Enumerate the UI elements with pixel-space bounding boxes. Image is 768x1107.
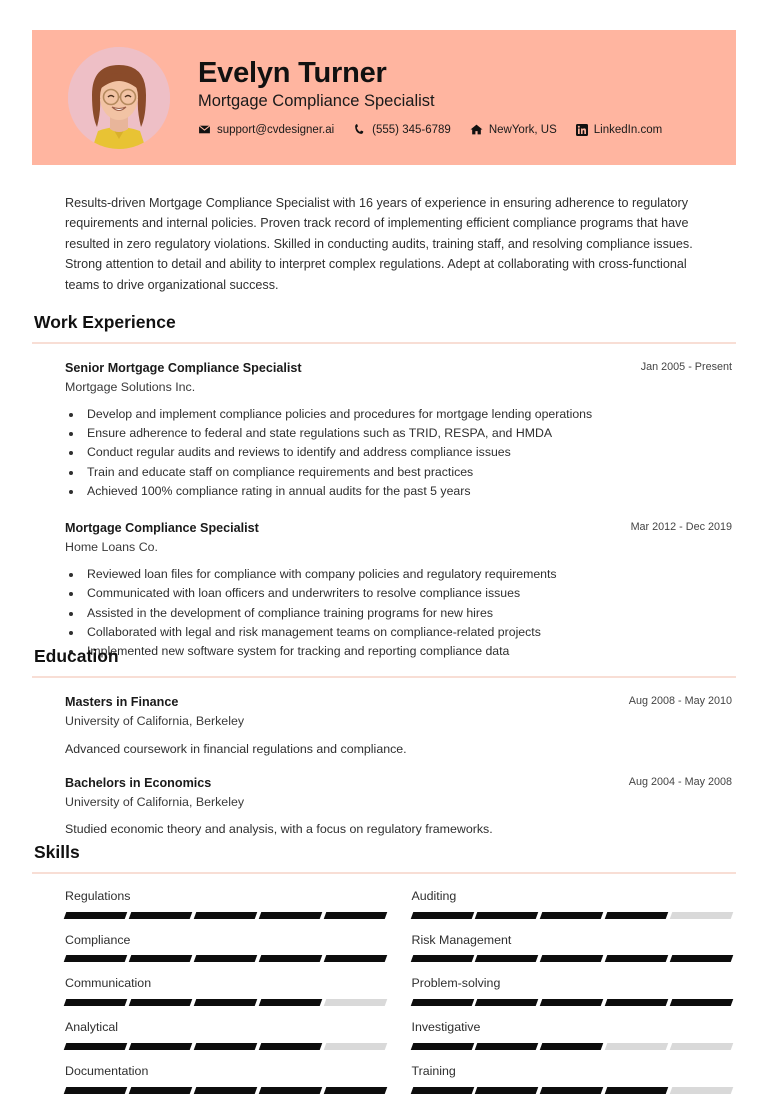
skill-rating-segment xyxy=(670,999,733,1006)
skill-rating-segment xyxy=(475,955,538,962)
skill-rating-segment xyxy=(475,999,538,1006)
candidate-name: Evelyn Turner xyxy=(198,56,387,89)
education-date: Aug 2008 - May 2010 xyxy=(628,695,732,707)
work-bullet: • Develop and implement compliance policies and procedures for mortgage lending operations xyxy=(83,405,732,424)
skill-rating-segment xyxy=(540,912,603,919)
work-date: Jan 2005 - Present xyxy=(640,361,732,373)
candidate-job-title: Mortgage Compliance Specialist xyxy=(198,92,435,111)
header-text-block xyxy=(198,57,681,138)
work-bullet: • Implemented new software system for tracking and reporting compliance data xyxy=(83,642,732,661)
skill-rating-segment xyxy=(540,955,603,962)
skill-rating-segment xyxy=(64,999,127,1006)
work-entry xyxy=(32,520,736,661)
skill-rating-bar xyxy=(65,1087,386,1094)
skill-rating-segment xyxy=(323,999,386,1006)
skill-rating-segment xyxy=(258,912,321,919)
skill-rating-bar xyxy=(412,955,733,962)
skill-rating-segment xyxy=(670,1043,733,1050)
home-icon xyxy=(470,123,483,136)
skill-label: Regulations xyxy=(65,889,131,903)
skill-rating-segment xyxy=(410,955,473,962)
skill-item xyxy=(412,1063,733,1107)
education-school: University of California, Berkeley xyxy=(65,714,245,728)
section-work-experience xyxy=(32,312,736,661)
skill-rating-segment xyxy=(258,955,321,962)
skill-rating-bar xyxy=(65,1043,386,1050)
skill-item xyxy=(65,932,386,976)
skill-label: Analytical xyxy=(65,1020,119,1035)
contact-phone[interactable] xyxy=(353,123,451,136)
skill-label: Problem-solving xyxy=(411,976,501,991)
education-description: Studied economic theory and analysis, with a focus on regulatory frameworks. xyxy=(65,822,493,837)
skill-rating-segment xyxy=(194,999,257,1006)
section-divider xyxy=(32,342,736,344)
skill-label: Compliance xyxy=(65,932,131,947)
section-education xyxy=(32,646,736,839)
skill-rating-segment xyxy=(410,999,473,1006)
contact-location[interactable] xyxy=(470,123,557,136)
education-degree: Masters in Finance xyxy=(65,695,179,709)
skill-rating-segment xyxy=(64,1043,127,1050)
skill-label: Documentation xyxy=(65,1063,149,1078)
skill-rating-bar xyxy=(412,1043,733,1050)
skill-rating-segment xyxy=(475,1087,538,1094)
skill-rating-segment xyxy=(258,1087,321,1094)
skill-rating-segment xyxy=(194,912,257,919)
work-entry xyxy=(32,360,736,501)
skill-rating-segment xyxy=(64,912,127,919)
skill-rating-segment xyxy=(323,1087,386,1094)
contact-email-text: support@cvdesigner.ai xyxy=(217,123,335,136)
skill-label: Investigative xyxy=(411,1020,481,1035)
avatar xyxy=(68,47,170,149)
work-bullet: • Conduct regular audits and reviews to identify and address compliance issues xyxy=(83,443,732,462)
skill-item xyxy=(65,888,386,932)
skill-rating-bar xyxy=(412,1087,733,1094)
professional-summary: Results-driven Mortgage Compliance Specialist with 16 years of experience in ensuring adherence to regulatory requirements and internal policies. Proven track record of implementing efficient compliance programs that have resulted in zero regulatory violations. Skilled in conducting audits, training staff, and resolving compliance issues. Strong attention to detail and ability to interpret complex regulations. Adept at collaborating with cross-functional teams to drive organizational success. xyxy=(65,196,693,292)
section-title-education: Education xyxy=(34,646,119,666)
section-divider xyxy=(32,872,736,874)
work-bullet: • Communicated with loan officers and underwriters to resolve compliance issues xyxy=(83,584,732,603)
skill-rating-bar xyxy=(65,912,386,919)
work-bullet: • Collaborated with legal and risk management teams on compliance-related projects xyxy=(83,623,732,642)
skill-item xyxy=(412,932,733,976)
skill-rating-segment xyxy=(323,912,386,919)
education-entry xyxy=(32,694,736,759)
skill-rating-segment xyxy=(194,1043,257,1050)
education-date: Aug 2004 - May 2008 xyxy=(628,775,732,788)
section-skills xyxy=(32,842,736,1107)
skill-rating-bar xyxy=(65,999,386,1006)
skill-rating-segment xyxy=(605,1087,668,1094)
email-icon xyxy=(198,123,211,136)
skill-item xyxy=(412,975,733,1019)
work-bullet: • Assisted in the development of compliance training programs for new hires xyxy=(83,604,732,623)
skill-rating-bar xyxy=(412,999,733,1006)
skill-item xyxy=(412,1019,733,1063)
work-company: Mortgage Solutions Inc. xyxy=(65,380,196,394)
work-bullet: • Reviewed loan files for compliance with company policies and regulatory requirements xyxy=(83,565,732,584)
education-description: Advanced coursework in financial regulations and compliance. xyxy=(65,741,407,756)
skill-rating-segment xyxy=(129,1087,192,1094)
section-title-skills: Skills xyxy=(34,842,80,862)
skill-rating-segment xyxy=(605,955,668,962)
skill-rating-segment xyxy=(258,999,321,1006)
contact-phone-text: (555) 345-6789 xyxy=(372,123,451,136)
skill-rating-segment xyxy=(410,1087,473,1094)
skill-rating-segment xyxy=(605,999,668,1006)
skill-rating-segment xyxy=(540,1043,603,1050)
skill-item xyxy=(65,1019,386,1063)
linkedin-icon xyxy=(576,124,588,136)
skills-grid xyxy=(32,888,736,1107)
skill-rating-segment xyxy=(670,1087,733,1094)
contact-location-text: NewYork, US xyxy=(488,123,557,136)
skill-rating-bar xyxy=(65,955,386,962)
work-company: Home Loans Co. xyxy=(65,540,158,555)
skill-label: Communication xyxy=(65,976,152,991)
work-role: Senior Mortgage Compliance Specialist xyxy=(65,361,302,375)
education-school: University of California, Berkeley xyxy=(65,794,245,809)
contact-linkedin[interactable] xyxy=(576,124,662,136)
contact-linkedin-text: LinkedIn.com xyxy=(593,123,663,136)
work-bullet: • Achieved 100% compliance rating in annual audits for the past 5 years xyxy=(83,482,732,501)
education-degree: Bachelors in Economics xyxy=(65,775,212,790)
skill-item xyxy=(412,888,733,932)
skill-rating-segment xyxy=(129,999,192,1006)
section-divider xyxy=(32,676,736,678)
work-date: Mar 2012 - Dec 2019 xyxy=(630,521,732,534)
skill-rating-segment xyxy=(129,1043,192,1050)
skill-rating-bar xyxy=(412,912,733,919)
skill-rating-segment xyxy=(258,1043,321,1050)
work-bullet: • Train and educate staff on compliance requirements and best practices xyxy=(83,463,732,482)
skill-rating-segment xyxy=(605,1043,668,1050)
skill-rating-segment xyxy=(605,912,668,919)
section-title-work-experience: Work Experience xyxy=(34,312,176,332)
skill-rating-segment xyxy=(323,955,386,962)
skill-rating-segment xyxy=(670,955,733,962)
skill-rating-segment xyxy=(129,955,192,962)
skill-rating-segment xyxy=(410,912,473,919)
resume-header xyxy=(32,30,736,165)
skill-item xyxy=(65,1063,386,1107)
skill-item xyxy=(65,975,386,1019)
work-bullet: • Ensure adherence to federal and state regulations such as TRID, RESPA, and HMDA xyxy=(83,424,732,443)
education-entry xyxy=(32,775,736,840)
contact-list xyxy=(198,123,681,136)
skill-rating-segment xyxy=(129,912,192,919)
skill-rating-segment xyxy=(64,955,127,962)
skill-rating-segment xyxy=(194,1087,257,1094)
work-role: Mortgage Compliance Specialist xyxy=(65,521,259,536)
skill-rating-segment xyxy=(194,955,257,962)
work-bullets xyxy=(65,405,732,501)
skill-rating-segment xyxy=(540,999,603,1006)
skill-rating-segment xyxy=(475,1043,538,1050)
skill-rating-segment xyxy=(540,1087,603,1094)
skill-rating-segment xyxy=(64,1087,127,1094)
contact-email[interactable] xyxy=(198,123,334,136)
skill-label: Auditing xyxy=(411,889,457,903)
skill-rating-segment xyxy=(475,912,538,919)
skill-rating-segment xyxy=(410,1043,473,1050)
skill-rating-segment xyxy=(670,912,733,919)
phone-icon xyxy=(353,123,366,136)
skill-label: Risk Management xyxy=(411,932,512,947)
skill-rating-segment xyxy=(323,1043,386,1050)
skill-label: Training xyxy=(411,1063,456,1078)
